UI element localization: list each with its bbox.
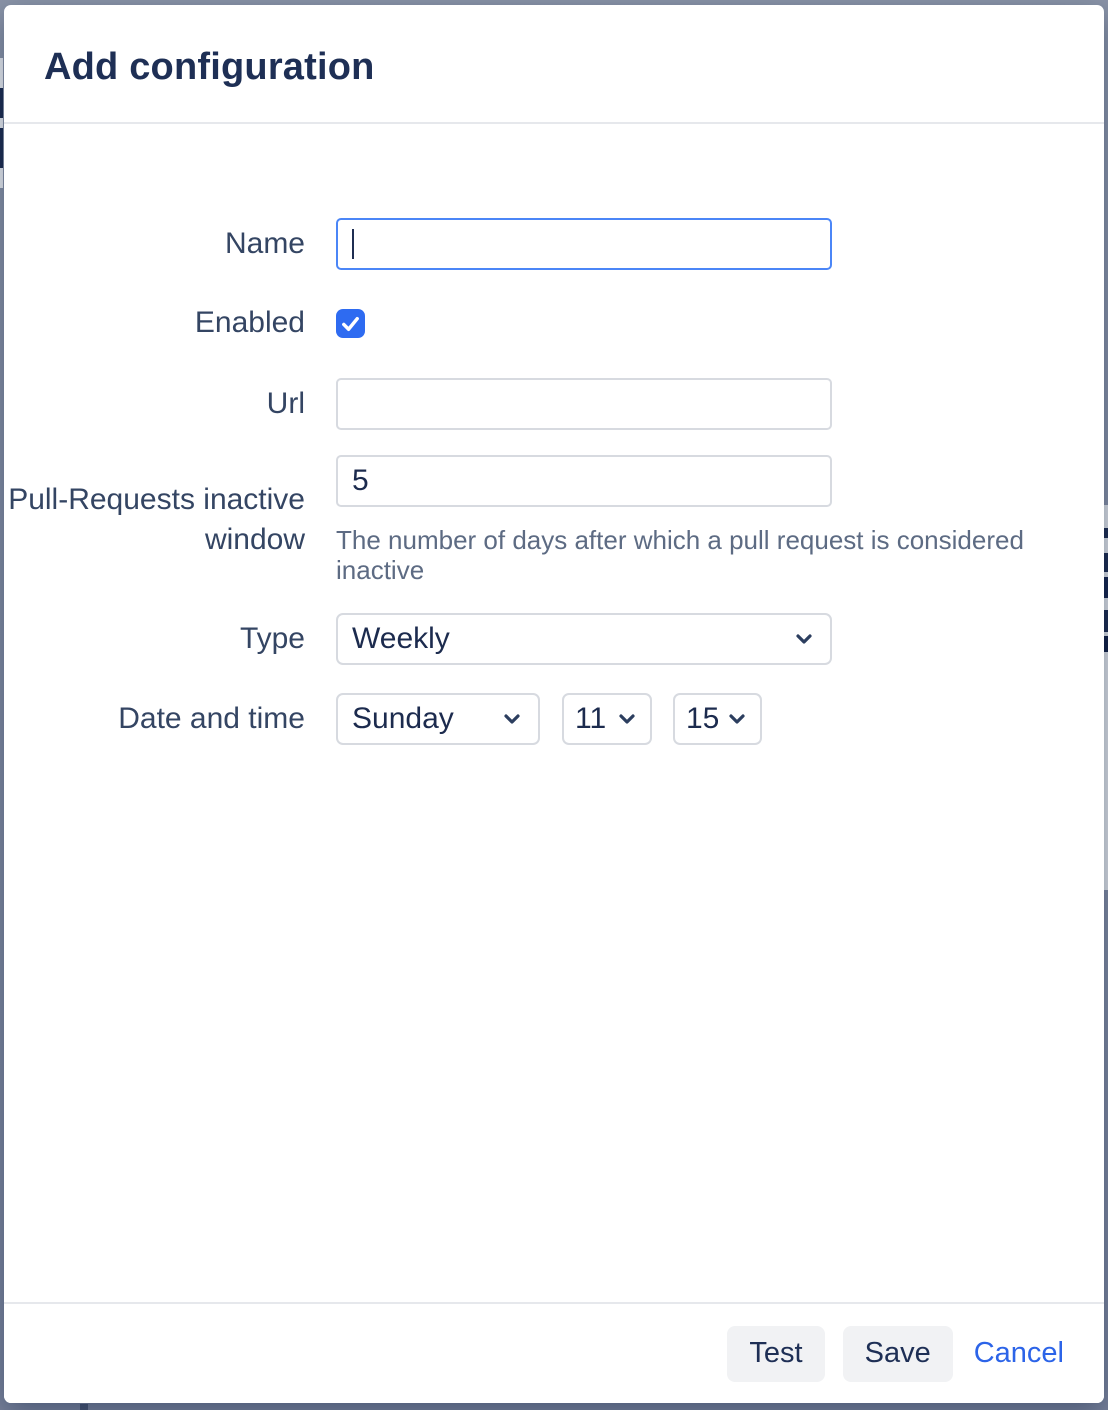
cancel-link[interactable]: Cancel (973, 1337, 1064, 1369)
enabled-field-row (4, 303, 1104, 343)
date-time-label: Date and time (118, 702, 305, 735)
name-label: Name (224, 227, 305, 260)
test-button[interactable]: Test (727, 1326, 824, 1382)
chevron-down-icon (500, 707, 524, 731)
background-text-fragment (0, 88, 3, 118)
chevron-down-icon (792, 627, 816, 651)
background-text-fragment (0, 128, 3, 168)
enabled-checkbox[interactable] (336, 309, 365, 338)
hour-select-value: 11 (575, 702, 607, 735)
type-select[interactable] (336, 613, 832, 665)
dialog-body (4, 218, 1104, 745)
chevron-down-icon (615, 707, 639, 731)
save-button[interactable]: Save (843, 1326, 953, 1382)
enabled-label: Enabled (194, 306, 305, 339)
dialog-footer (4, 1302, 1104, 1403)
hour-select[interactable] (562, 693, 652, 745)
add-configuration-dialog (4, 5, 1104, 1403)
name-input[interactable] (336, 218, 832, 270)
dialog-title: Add configuration (44, 46, 375, 88)
type-field-row (4, 613, 1104, 665)
url-input[interactable] (336, 378, 832, 430)
date-time-field-row (4, 693, 1104, 745)
type-select-value: Weekly (352, 622, 450, 655)
inactive-window-field-row (4, 455, 1104, 585)
dialog-header (4, 5, 1104, 124)
background-left-strip (0, 58, 3, 188)
url-label: Url (266, 387, 305, 420)
url-field-row (4, 378, 1104, 430)
text-cursor (352, 229, 354, 259)
minute-select[interactable] (673, 693, 762, 745)
background-text-fragment (80, 1404, 88, 1410)
type-label: Type (239, 622, 305, 655)
inactive-window-label: Pull-Requests inactive window (8, 483, 305, 556)
inactive-window-help-text: The number of days after which a pull request is considered inactive (336, 525, 1024, 585)
inactive-window-input[interactable] (336, 455, 832, 507)
name-field-row (4, 218, 1104, 270)
name-input-wrapper (336, 218, 832, 270)
chevron-down-icon (725, 707, 749, 731)
checkmark-icon (339, 312, 362, 335)
day-select-value: Sunday (352, 702, 454, 735)
day-select[interactable] (336, 693, 540, 745)
minute-select-value: 15 (686, 702, 720, 735)
